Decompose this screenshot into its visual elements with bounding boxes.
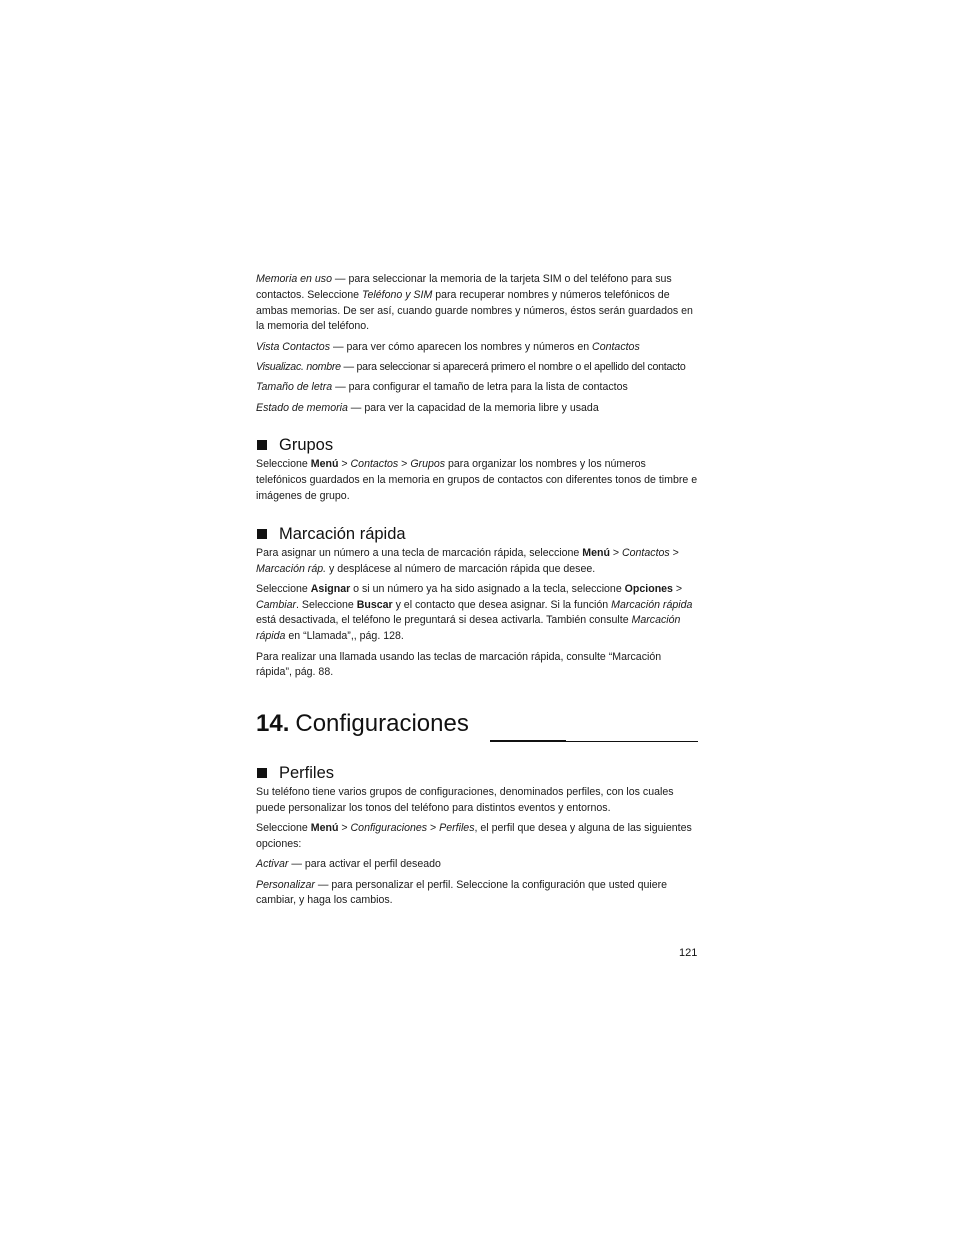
option-term: Estado de memoria <box>256 401 348 414</box>
paragraph-perfiles-2: Seleccione Menú > Configuraciones > Perfiles, el perfil que desea y alguna de las siguientes opciones: <box>256 822 692 851</box>
section-title: Grupos <box>279 436 334 455</box>
section-heading-marcacion-rapida <box>256 524 698 544</box>
section-heading-perfiles <box>256 763 698 783</box>
paragraph-marcacion-3: Para realizar una llamada usando las teclas de marcación rápida, consulte “Marcación rápida”, pág. 88. <box>256 650 662 679</box>
paragraph-memoria-en-uso: Memoria en uso — para seleccionar la memoria de la tarjeta SIM o del teléfono para sus contactos. Seleccione Teléfono y SIM para recuperar nombres y números telefónicos de ambas memorias. De ser así, cuando guarde nombres y números, éstos serán guardados en la memoria del teléfono. <box>256 273 693 333</box>
paragraph-visualizac-nombre: Visualizac. nombre — para seleccionar si aparecerá primero el nombre o el apellido del contacto <box>256 360 686 373</box>
page-content <box>256 272 698 914</box>
chapter-title: 14. Configuraciones <box>256 710 469 738</box>
chapter-rule-accent <box>490 740 566 742</box>
option-term: Memoria en uso <box>256 273 332 285</box>
paragraph-tamano-de-letra: Tamaño de letra — para configurar el tamaño de letra para la lista de contactos <box>256 381 628 394</box>
paragraph-vista-contactos: Vista Contactos — para ver cómo aparecen los nombres y números en Contactos <box>256 340 640 353</box>
paragraph-perfiles-1: Su teléfono tiene varios grupos de configuraciones, denominados perfiles, con los cuales puede personalizar los tonos del teléfono para distintos eventos y entornos. <box>256 786 674 814</box>
option-term: Vista Contactos <box>256 340 331 353</box>
chapter-heading <box>256 709 698 743</box>
paragraph-grupos: Seleccione Menú > Contactos > Grupos para organizar los nombres y los números telefónicos guardados en la memoria en grupos de contactos con diferentes tonos de timbre e imágenes de grupo. <box>256 458 698 502</box>
option-term: Personalizar <box>256 878 315 891</box>
paragraph-marcacion-2: Seleccione Asignar o si un número ya ha sido asignado a la tecla, seleccione Opciones > Cambiar. Seleccione Buscar y el contacto que desea asignar. Si la función Marcación rápida está desactivada, el teléfono le preguntará si desea activarla. También consulte Marcación rápida en “Llamada”,, pág. 128. <box>256 582 693 643</box>
option-term: Visualizac. nombre <box>256 360 341 373</box>
square-bullet-icon <box>257 529 267 539</box>
section-title: Marcación rápida <box>279 524 406 543</box>
square-bullet-icon <box>257 440 267 450</box>
paragraph-activar: Activar — para activar el perfil deseado <box>256 858 441 871</box>
chapter-number: 14. <box>256 710 290 738</box>
section-title: Perfiles <box>279 764 335 783</box>
option-term: Activar <box>256 858 289 871</box>
paragraph-marcacion-1: Para asignar un número a una tecla de marcación rápida, seleccione Menú > Contactos > Marcación ráp. y desplácese al número de marcación rápida que desee. <box>256 546 679 575</box>
option-term: Tamaño de letra <box>256 381 333 394</box>
paragraph-estado-de-memoria: Estado de memoria — para ver la capacidad de la memoria libre y usada <box>256 401 599 414</box>
page-number: 121 <box>679 947 698 959</box>
paragraph-personalizar: Personalizar — para personalizar el perfil. Seleccione la configuración que usted quiere cambiar, y haga los cambios. <box>256 878 668 907</box>
section-heading-grupos <box>256 435 698 455</box>
square-bullet-icon <box>257 768 267 778</box>
